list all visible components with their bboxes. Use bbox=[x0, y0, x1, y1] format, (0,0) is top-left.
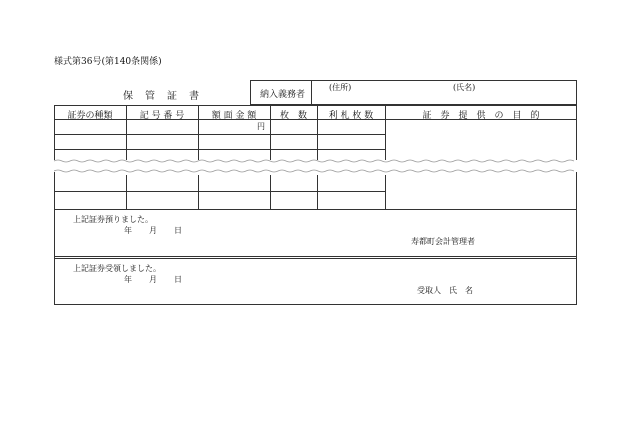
deposit-year: 年 bbox=[124, 226, 132, 235]
receipt-year: 年 bbox=[124, 275, 132, 284]
header-purpose: 証 券 提 供 の 目 的 bbox=[422, 111, 540, 121]
row-break-wave bbox=[54, 157, 577, 175]
securities-table bbox=[54, 105, 577, 305]
deposit-month: 月 bbox=[149, 226, 157, 235]
header-serial-number: 記 号 番 号 bbox=[139, 111, 185, 121]
receipt-section-rule-1 bbox=[54, 256, 577, 257]
receipt-signer: 受取人 氏 名 bbox=[417, 286, 473, 295]
row-rule-2 bbox=[54, 149, 385, 150]
header-face-value: 額 面 金 額 bbox=[211, 111, 257, 121]
receipt-statement: 上記証券受領しました。 bbox=[73, 264, 161, 273]
taxpayer-label: 納入義務者 bbox=[260, 90, 306, 100]
name-label: (氏名) bbox=[453, 83, 476, 92]
deposit-signer: 寿都町会計管理者 bbox=[411, 237, 475, 246]
receipt-section-rule-2 bbox=[54, 258, 577, 259]
col-divider-3-lower bbox=[270, 175, 271, 209]
address-label: (住所) bbox=[329, 83, 352, 92]
header-count: 枚 数 bbox=[279, 111, 307, 121]
deposit-section-rule bbox=[54, 209, 577, 210]
row-rule-lower bbox=[54, 191, 385, 192]
col-divider-5-lower bbox=[385, 175, 386, 209]
receipt-day: 日 bbox=[174, 275, 182, 284]
header-coupon-count: 利 札 枚 数 bbox=[328, 111, 374, 121]
receipt-month: 月 bbox=[149, 275, 157, 284]
yen-unit: 円 bbox=[257, 122, 265, 131]
form-number: 様式第36号(第140条関係) bbox=[54, 57, 162, 67]
col-divider-4-lower bbox=[317, 175, 318, 209]
col-divider-1-lower bbox=[126, 175, 127, 209]
deposit-statement: 上記証券預りました。 bbox=[73, 215, 153, 224]
col-divider-2-lower bbox=[198, 175, 199, 209]
row-rule-1 bbox=[54, 134, 385, 135]
deposit-day: 日 bbox=[174, 226, 182, 235]
header-security-type: 証券の種類 bbox=[67, 111, 113, 121]
document-title: 保 管 証 書 bbox=[123, 91, 200, 102]
taxpayer-divider bbox=[311, 80, 312, 105]
